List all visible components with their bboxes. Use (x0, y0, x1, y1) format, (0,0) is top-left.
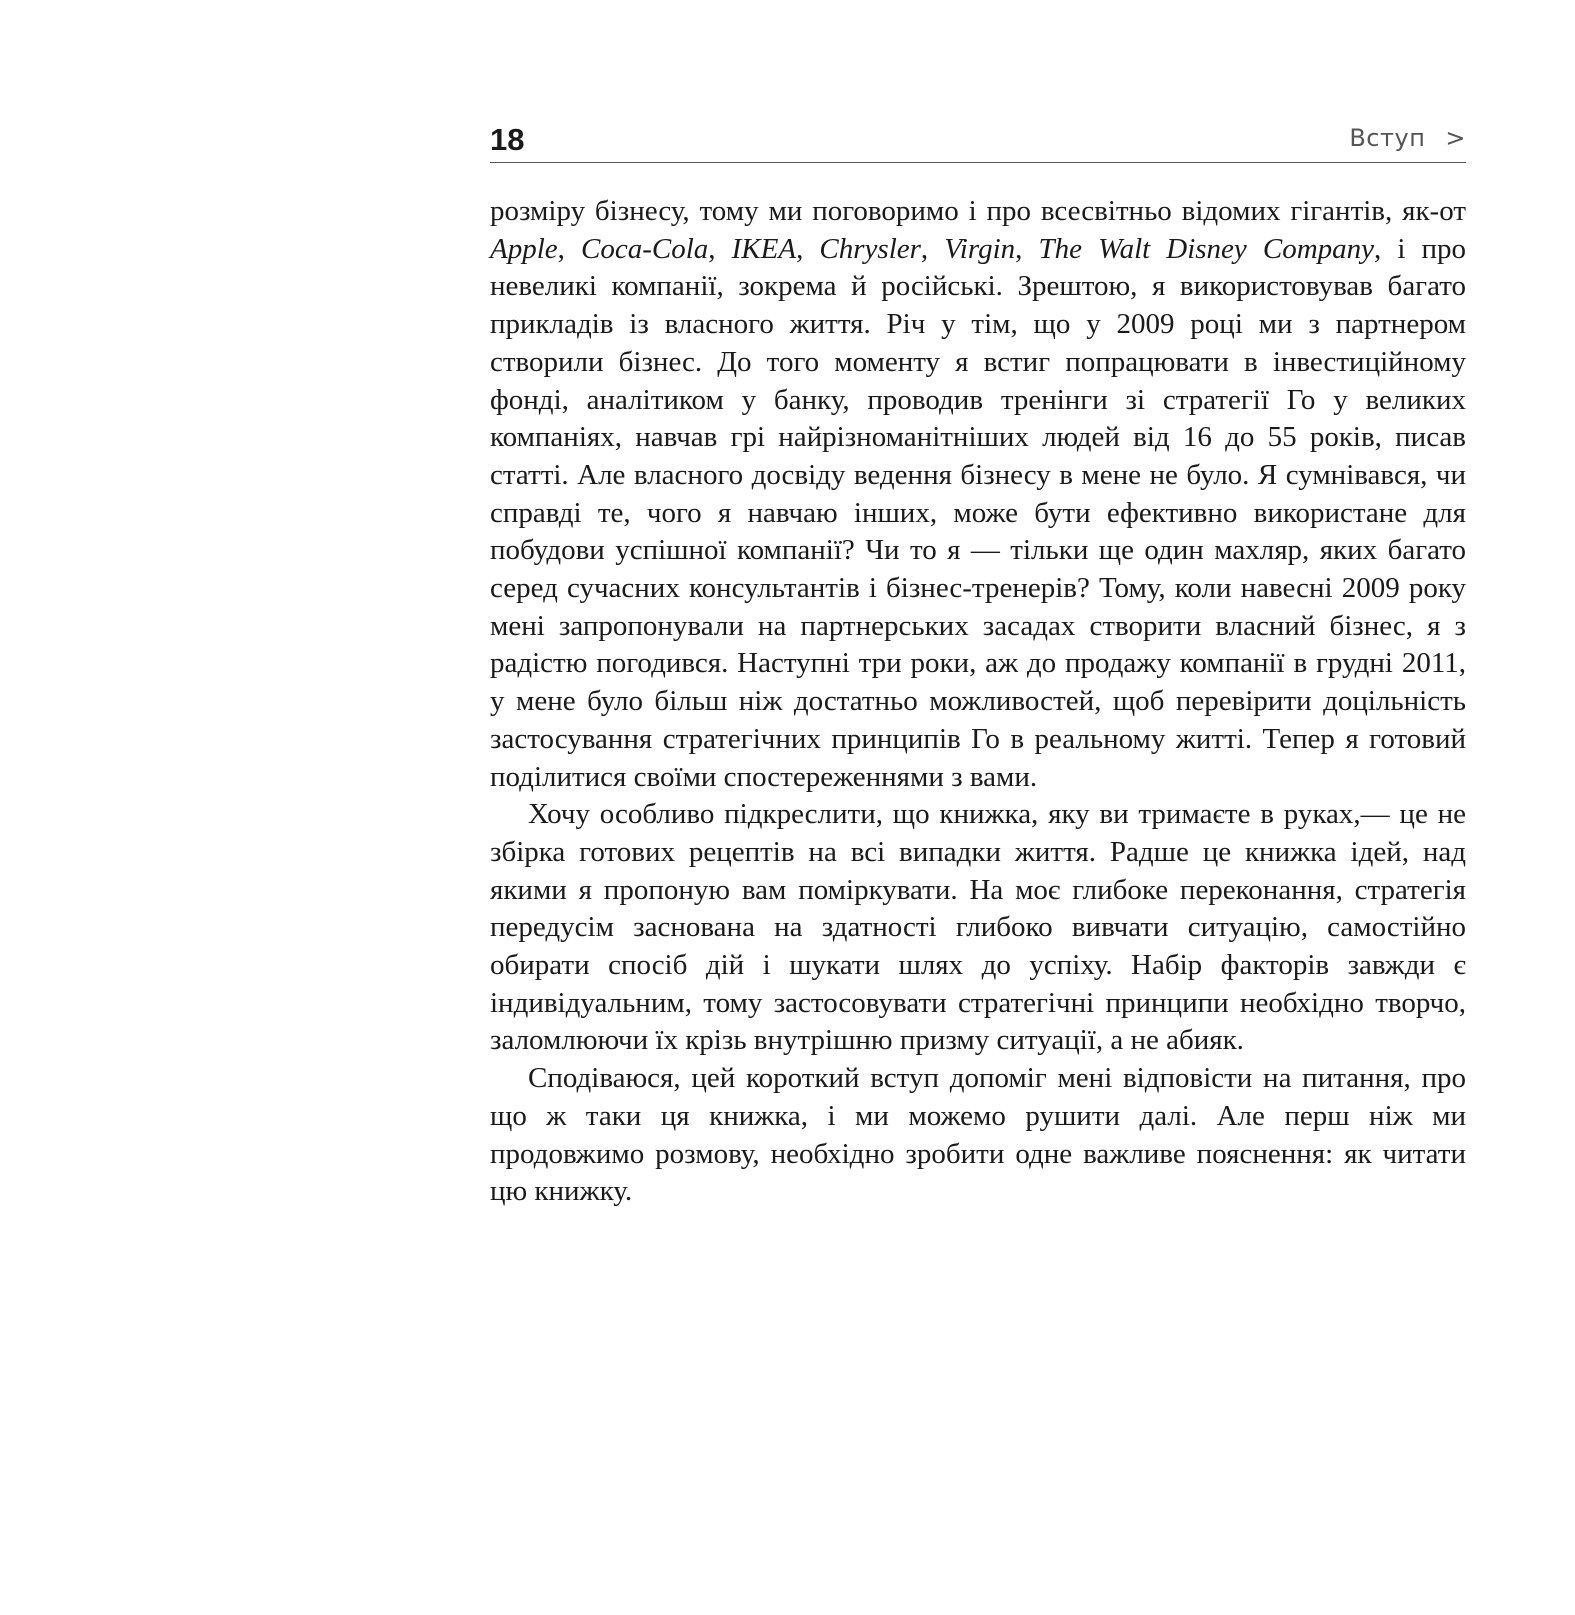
section-title (1349, 124, 1466, 152)
paragraph-1: розміру бізнесу, тому ми поговоримо і про всесвітньо відомих гігантів, як-от Apple, Coca-Cola, IKEA, Chrysler, Virgin, The Walt Disney Company, і про невеликі компанії, зокрема й російські. Зрештою, я використовував багато прикладів із власного життя. Річ у тім, що у 2009 році ми з партнером створили бізнес. До того моменту я встиг попрацювати в інвестиційному фонді, аналітиком у банку, проводив тренінги зі стратегії Го у великих компаніях, навчав грі найрізноманітніших людей від 16 до 55 років, писав статті. Але власного досвіду ведення бізнесу в мене не було. Я сумнівався, чи справді те, чого я навчаю інших, може бути ефективно використане для побудови успішної компанії? Чи то я — тільки ще один махляр, яких багато серед сучасних консультантів і бізнес-тренерів? Тому, коли навесні 2009 року мені запропонували на партнерських засадах створити власний бізнес, я з радістю погодився. Наступні три роки, аж до продажу компанії в грудні 2011, у мене було більш ніж достатньо можливостей, щоб перевірити доцільність застосування стратегічних принципів Го в реальному житті. Тепер я готовий поділитися своїми спостереженнями з вами. (490, 195, 1467, 793)
running-header (490, 116, 1466, 163)
company-disney: The Walt Disney Company (1038, 232, 1375, 265)
paragraph-2: Хочу особливо підкреслити, що книжка, яку ви тримаєте в руках,— це не збірка готових рецептів на всі випадки життя. Радше це книжка ідей, над якими я пропоную вам поміркувати. На моє глибоке переконання, стратегія передусім заснована на здатності глибоко вивчати ситуацію, самостійно обирати спосіб дій і шукати шлях до успіху. Набір факторів завжди є індивідуальним, тому застосовувати стратегічні принципи необхідно творчо, заломлюючи їх крізь внутрішню призму ситуації, а не абияк. (490, 798, 1466, 1057)
company-chrysler: Chrysler (819, 232, 921, 265)
company-coca-cola: Coca-Cola (581, 232, 709, 265)
company-virgin: Virgin (944, 232, 1016, 265)
body-text (490, 193, 1466, 1211)
page-number: 18 (490, 122, 525, 157)
section-title-text: Вступ (1349, 124, 1426, 152)
paragraph-3: Сподіваюся, цей короткий вступ допоміг мені відповісти на питання, про що ж таки ця книжка, і ми можемо рушити далі. Але перш ніж ми продовжимо розмову, необхідно зробити одне важливе пояснення: як читати цю книжку. (490, 1062, 1466, 1208)
chevron-right-icon: > (1445, 124, 1466, 152)
company-ikea: IKEA (731, 232, 797, 265)
company-apple: Apple (490, 232, 558, 265)
